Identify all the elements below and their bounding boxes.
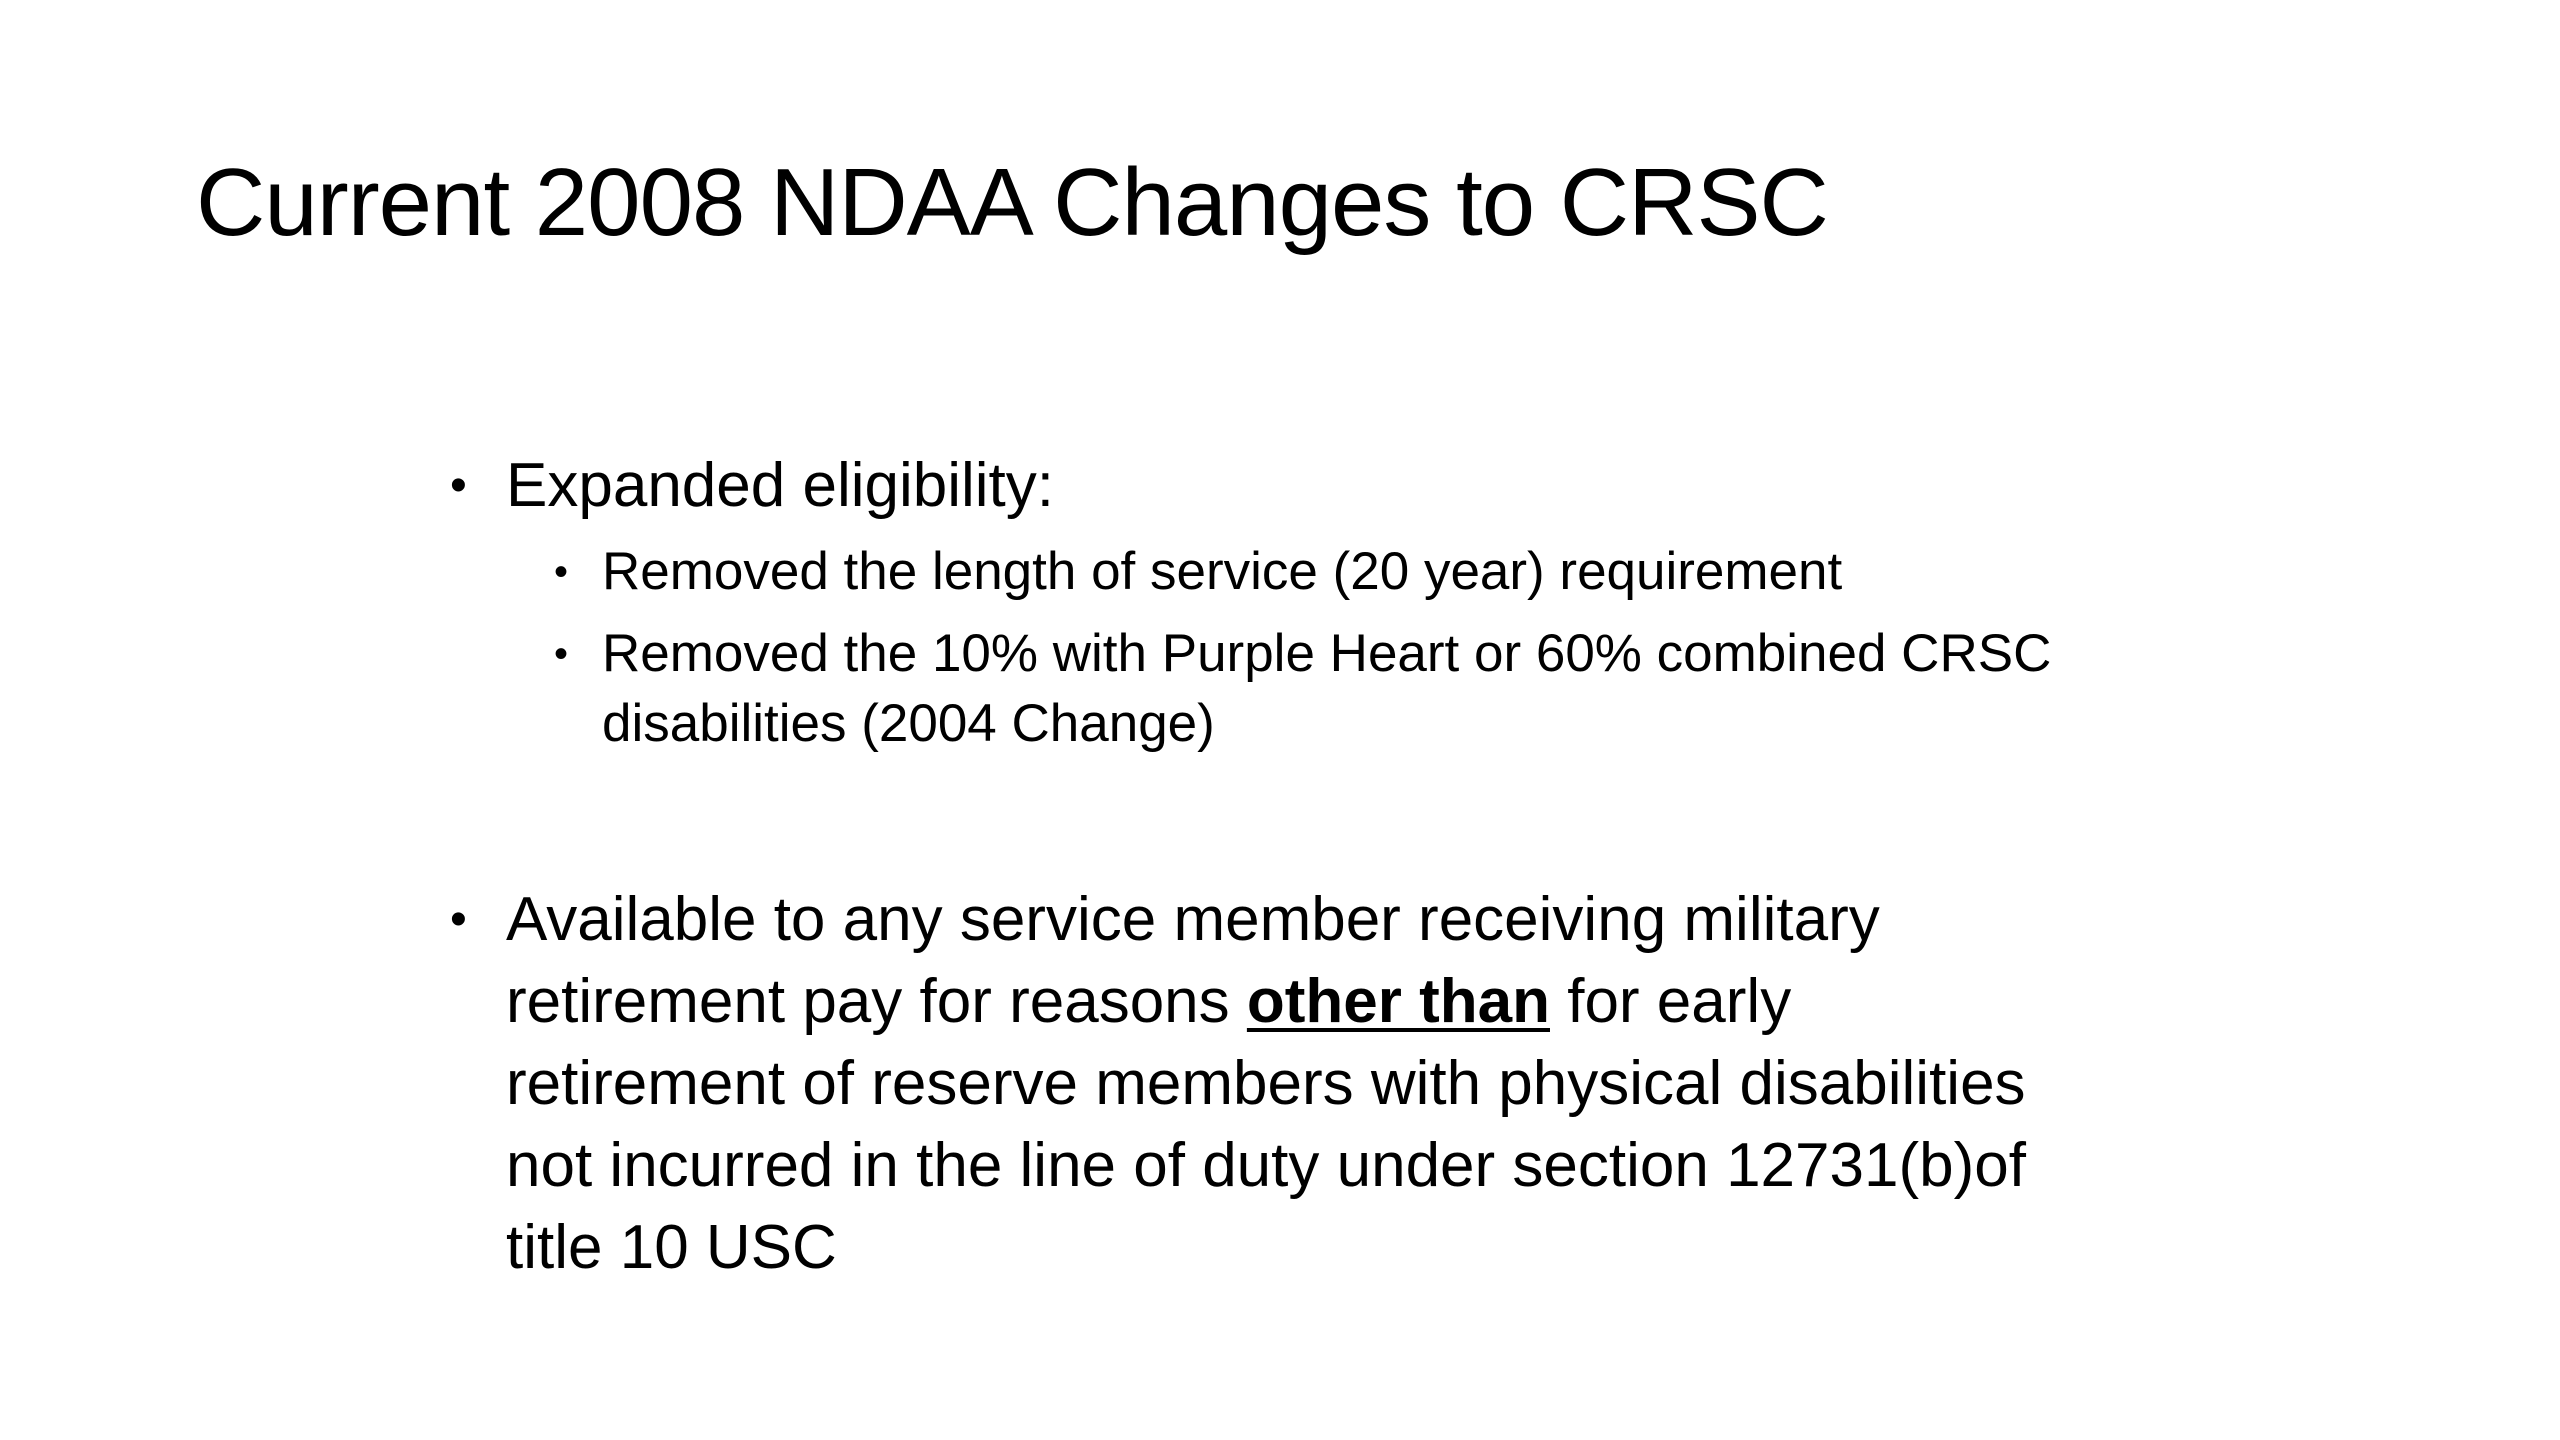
sub-bullet-text: Removed the length of service (20 year) requirement <box>602 542 1843 601</box>
sub-bullet-list <box>450 537 2070 759</box>
bullet-expanded-eligibility <box>450 445 2070 527</box>
bullet-text-before: Available to any service member receiving military retirement pay for reasons <box>506 885 1880 1036</box>
slide-body <box>450 445 2070 1289</box>
emphasis-other-than: other than <box>1246 967 1550 1036</box>
bullet-availability <box>450 879 2070 1289</box>
sub-bullet-service-length <box>450 537 2070 607</box>
bullet-dot-icon: • <box>450 459 467 512</box>
bullet-text: Expanded eligibility: <box>506 451 1055 520</box>
bullet-dot-icon: • <box>450 893 467 946</box>
bullet-dot-icon: • <box>554 632 569 676</box>
bullet-dot-icon: • <box>554 550 569 594</box>
bullet-text-after: for early retirement of reserve members with physical disabilities not incurred in the line of duty under section 12731(b)of title 10 USC <box>506 967 2026 1282</box>
sub-bullet-purple-heart <box>450 619 2070 759</box>
bullet-spacer <box>450 771 2070 879</box>
slide-title: Current 2008 NDAA Changes to CRSC <box>196 149 1828 256</box>
sub-bullet-text: Removed the 10% with Purple Heart or 60% combined CRSC disabilities (2004 Change) <box>602 624 2052 753</box>
